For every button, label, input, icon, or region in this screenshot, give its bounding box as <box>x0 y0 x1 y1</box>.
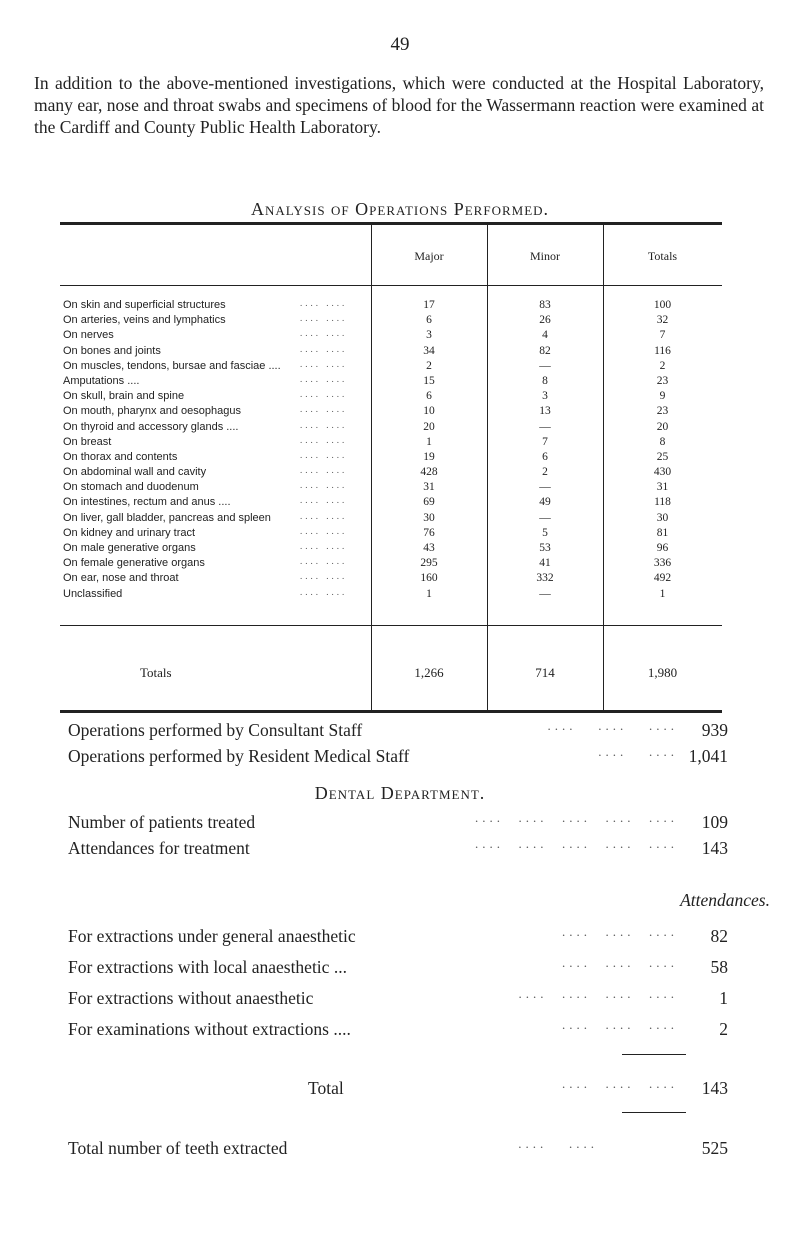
table-row <box>60 345 722 360</box>
leader-dots: .... .... <box>300 404 348 415</box>
row-total: 25 <box>656 450 669 463</box>
dental-total-label: Total <box>308 1078 344 1098</box>
operations-table <box>60 222 722 713</box>
row-category: On mouth, pharynx and oesophagus <box>63 405 241 418</box>
table-row <box>60 299 722 314</box>
header-rule <box>60 285 722 286</box>
row-minor: 332 <box>536 572 554 585</box>
leader-dots: .... .... <box>300 434 348 445</box>
row-minor: 82 <box>539 344 551 357</box>
row-major: 43 <box>423 542 435 554</box>
page-number: 49 <box>390 34 410 55</box>
local-value: 58 <box>710 957 728 977</box>
leader-dots: .... .... <box>300 525 348 536</box>
row-minor: 53 <box>539 542 551 554</box>
row-category: On bones and joints <box>63 344 161 357</box>
attendances-label: Attendances for treatment <box>68 838 250 858</box>
table-row <box>60 481 722 496</box>
resident-label: Operations performed by Resident Medical Staff <box>68 746 410 766</box>
exam-value: 2 <box>719 1019 728 1039</box>
row-total: 430 <box>653 466 672 479</box>
row-minor: — <box>539 420 551 433</box>
row-minor: — <box>539 481 551 494</box>
row-major: 76 <box>423 526 435 539</box>
without-label: For extractions without anaesthetic <box>68 988 314 1008</box>
table-row <box>60 421 722 436</box>
row-major: 20 <box>423 420 435 433</box>
teeth-line <box>68 1138 728 1162</box>
row-total: 23 <box>656 374 669 387</box>
local-line <box>68 957 728 981</box>
consultant-label: Operations performed by Consultant Staff <box>68 720 363 740</box>
teeth-label: Total number of teeth extracted <box>68 1138 288 1158</box>
leader-dots: .... .... .... .... .... <box>475 836 678 851</box>
table-row <box>60 588 722 603</box>
table-row <box>60 572 722 587</box>
leader-dots: .... .... <box>518 1136 598 1151</box>
row-total: 1 <box>659 587 666 600</box>
leader-dots: .... .... <box>300 480 348 491</box>
row-major: 295 <box>420 557 438 570</box>
row-total: 30 <box>656 511 669 524</box>
row-major: 6 <box>426 390 432 403</box>
row-total: 492 <box>653 572 672 585</box>
row-category: On skin and superficial structures <box>63 299 226 311</box>
dental-total-value: 143 <box>701 1078 728 1098</box>
row-major: 6 <box>426 314 432 327</box>
general-label: For extractions under general anaesthetic <box>68 926 356 946</box>
general-value: 82 <box>710 926 728 946</box>
row-minor: 7 <box>542 435 548 448</box>
patients-label: Number of patients treated <box>68 812 256 832</box>
row-category: On muscles, tendons, bursae and fasciae .... <box>63 359 281 372</box>
leader-dots: .... .... .... <box>562 1017 678 1032</box>
row-category: On kidney and urinary tract <box>63 526 196 539</box>
leader-dots: .... .... <box>300 465 348 476</box>
leader-dots: .... .... .... .... .... <box>475 810 678 825</box>
leader-dots: .... .... <box>300 419 348 430</box>
row-total: 23 <box>656 405 669 418</box>
row-category: On skull, brain and spine <box>63 390 185 403</box>
consultant-value: 939 <box>701 720 728 740</box>
leader-dots: .... .... <box>300 328 348 339</box>
row-total: 116 <box>654 344 671 357</box>
row-category: On ear, nose and throat <box>63 572 179 585</box>
row-total: 9 <box>659 390 666 403</box>
leader-dots: .... .... <box>300 510 348 521</box>
leader-dots: .... .... <box>300 373 348 384</box>
row-major: 428 <box>420 466 438 479</box>
table-row <box>60 542 722 557</box>
row-category: On intestines, rectum and anus .... <box>63 496 231 509</box>
leader-dots: .... .... <box>300 586 348 597</box>
row-category: On breast <box>63 435 112 448</box>
attendances-column-heading: Attendances. <box>680 890 770 910</box>
row-minor: 41 <box>539 557 551 570</box>
table-row <box>60 466 722 481</box>
table-row <box>60 390 722 405</box>
leader-dots: .... .... <box>300 541 348 551</box>
attendances-line <box>68 838 728 862</box>
row-total: 118 <box>654 496 671 509</box>
leader-dots: .... .... <box>300 389 348 400</box>
exam-label: For examinations without extractions .... <box>68 1019 351 1039</box>
table-row <box>60 451 722 466</box>
row-minor: — <box>539 587 551 600</box>
table-row <box>60 436 722 451</box>
dental-total-line <box>68 1078 728 1102</box>
row-category: On stomach and duodenum <box>63 481 199 494</box>
col-header-major: Major <box>414 249 444 263</box>
leader-dots: .... .... <box>300 313 348 324</box>
row-category: On thorax and contents <box>63 450 178 463</box>
sum-rule <box>622 1054 686 1055</box>
operations-heading: Analysis of Operations Performed. <box>250 199 550 219</box>
row-total: 336 <box>653 557 672 570</box>
row-major: 160 <box>420 572 438 585</box>
attendances-value: 143 <box>701 838 728 858</box>
row-major: 1 <box>426 587 432 600</box>
table-row <box>60 329 722 344</box>
table-row <box>60 527 722 542</box>
table-row <box>60 557 722 572</box>
exam-line <box>68 1019 728 1043</box>
resident-value: 1,041 <box>688 746 728 766</box>
row-category: On abdominal wall and cavity <box>63 466 207 479</box>
row-minor: 3 <box>542 390 548 403</box>
row-minor: 26 <box>539 314 551 327</box>
row-major: 30 <box>423 511 435 524</box>
resident-line <box>68 746 728 770</box>
teeth-value: 525 <box>701 1138 728 1158</box>
leader-dots: .... .... <box>300 358 348 369</box>
row-major: 15 <box>423 374 435 387</box>
leader-dots: .... .... <box>300 449 348 460</box>
row-category: On arteries, veins and lymphatics <box>63 314 226 327</box>
row-minor: 6 <box>542 450 548 463</box>
leader-dots: .... .... <box>598 744 678 759</box>
patients-line <box>68 812 728 836</box>
col-header-minor: Minor <box>530 249 560 263</box>
leader-dots: .... .... .... <box>562 1076 678 1091</box>
row-major: 19 <box>423 450 435 463</box>
row-major: 2 <box>426 359 432 372</box>
row-total: 8 <box>659 435 666 448</box>
row-category: On liver, gall bladder, pancreas and spleen <box>63 511 271 524</box>
row-minor: — <box>539 511 551 524</box>
table-row <box>60 375 722 390</box>
dental-heading: Dental Department. <box>314 783 486 803</box>
row-total: 2 <box>659 359 666 372</box>
leader-dots: .... .... <box>300 571 348 582</box>
table-row <box>60 360 722 375</box>
general-line <box>68 926 728 950</box>
totals-minor: 714 <box>535 665 555 680</box>
row-major: 31 <box>423 481 435 494</box>
consultant-line <box>68 720 728 744</box>
table-row <box>60 405 722 420</box>
row-total: 7 <box>659 329 666 342</box>
leader-dots: .... .... .... <box>562 955 678 970</box>
row-category: Unclassified <box>63 587 123 600</box>
row-category: On nerves <box>63 329 114 342</box>
row-minor: 49 <box>539 496 551 509</box>
leader-dots: .... .... <box>300 343 348 354</box>
row-major: 3 <box>426 329 432 342</box>
row-minor: 2 <box>542 466 548 479</box>
row-minor: 5 <box>542 526 548 539</box>
row-category: On female generative organs <box>63 557 205 570</box>
row-category: Amputations .... <box>63 374 140 387</box>
table-body <box>60 299 722 603</box>
row-major: 17 <box>423 299 435 311</box>
table-row <box>60 512 722 527</box>
leader-dots: .... .... .... <box>547 718 678 733</box>
row-major: 34 <box>423 344 435 357</box>
row-total: 96 <box>656 542 669 554</box>
leader-dots: .... .... .... <box>562 924 678 939</box>
table-row <box>60 496 722 511</box>
row-minor: 8 <box>542 374 548 387</box>
row-minor: — <box>539 359 551 372</box>
row-total: 20 <box>656 420 669 433</box>
totals-major: 1,266 <box>414 665 444 680</box>
sum-rule <box>622 1112 686 1113</box>
leader-dots: .... .... <box>300 298 348 308</box>
totals-total: 1,980 <box>647 665 678 680</box>
row-category: On thyroid and accessory glands .... <box>63 420 239 433</box>
row-major: 1 <box>426 435 432 448</box>
row-total: 81 <box>656 526 669 539</box>
row-category: On male generative organs <box>63 542 196 554</box>
row-total: 100 <box>653 299 672 311</box>
col-header-totals: Totals <box>647 249 678 263</box>
leader-dots: .... .... <box>300 556 348 567</box>
row-minor: 4 <box>542 329 548 342</box>
row-total: 32 <box>656 314 669 327</box>
intro-paragraph: In addition to the above-mentioned investigations, which were conducted at the Hospital Laboratory, many ear, nose and throat swabs and specimens of blood for the Wassermann reaction were examined at the Cardiff and County Public Health Laboratory. <box>34 73 764 137</box>
totals-label: Totals <box>140 665 172 680</box>
row-major: 69 <box>423 496 435 509</box>
row-minor: 13 <box>539 405 551 418</box>
row-total: 31 <box>656 481 669 494</box>
leader-dots: .... .... <box>300 495 348 506</box>
row-minor: 83 <box>539 299 551 311</box>
table-row <box>60 314 722 329</box>
without-line <box>68 988 728 1012</box>
local-label: For extractions with local anaesthetic ... <box>68 957 347 977</box>
without-value: 1 <box>719 988 728 1008</box>
totals-rule <box>60 625 722 626</box>
patients-value: 109 <box>701 812 728 832</box>
leader-dots: .... .... .... .... <box>518 986 678 1001</box>
row-major: 10 <box>423 405 435 418</box>
